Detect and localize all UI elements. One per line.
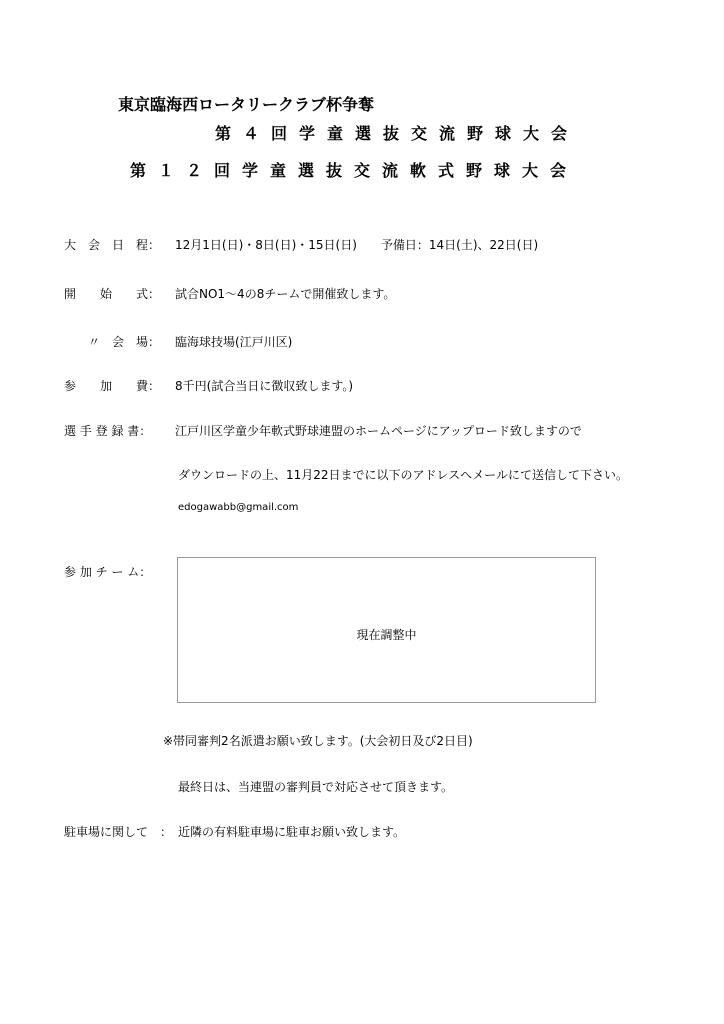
title-line1: 東京臨海西ロータリークラブ杯争奪 [118,95,375,114]
registration-label: 選 手 登 録 書： [64,424,152,438]
parking-value: 近隣の有料駐車場に駐車お願い致します。 [178,825,406,839]
opening-ceremony-label: 開 始 式： [64,287,161,301]
parking-label: 駐車場に関して ： [64,825,173,839]
schedule-value: 12月1日(日)・8日(日)・15日(日) 予備日：14日(土)、22日(日) [175,238,539,252]
registration-instructions: ダウンロードの上、11月22日までに以下のアドレスへメールにて送信して下さい。 [178,468,628,482]
fee-label: 参 加 費： [64,379,161,393]
teams-box [177,557,596,703]
fee-value: 8千円(試合当日に徴収致します。) [175,379,354,393]
note-umpires: ※帯同審判2名派遣お願い致します。(大会初日及び2日目) [163,734,473,748]
venue-label: 〃 会 場： [88,335,161,349]
registration-email[interactable]: edogawabb@gmail.com [178,502,299,513]
note-final-day: 最終日は、当連盟の審判員で対応させて頂きます。 [178,780,454,794]
registration-value: 江戸川区学童少年軟式野球連盟のホームページにアップロード致しますので [175,424,582,438]
opening-ceremony-value: 試合NO1～4の8チームで開催致します。 [175,287,396,301]
teams-label: 参 加 チ ー ム： [64,565,152,579]
title-line3: 第１２回学童選抜交流軟式野球大会 [130,161,579,180]
schedule-label: 大 会 日 程： [64,238,161,252]
teams-box-text: 現在調整中 [356,628,417,642]
title-line2: 第４回学童選抜交流野球大会 [215,124,580,143]
venue-value: 臨海球技場(江戸川区) [175,335,293,349]
